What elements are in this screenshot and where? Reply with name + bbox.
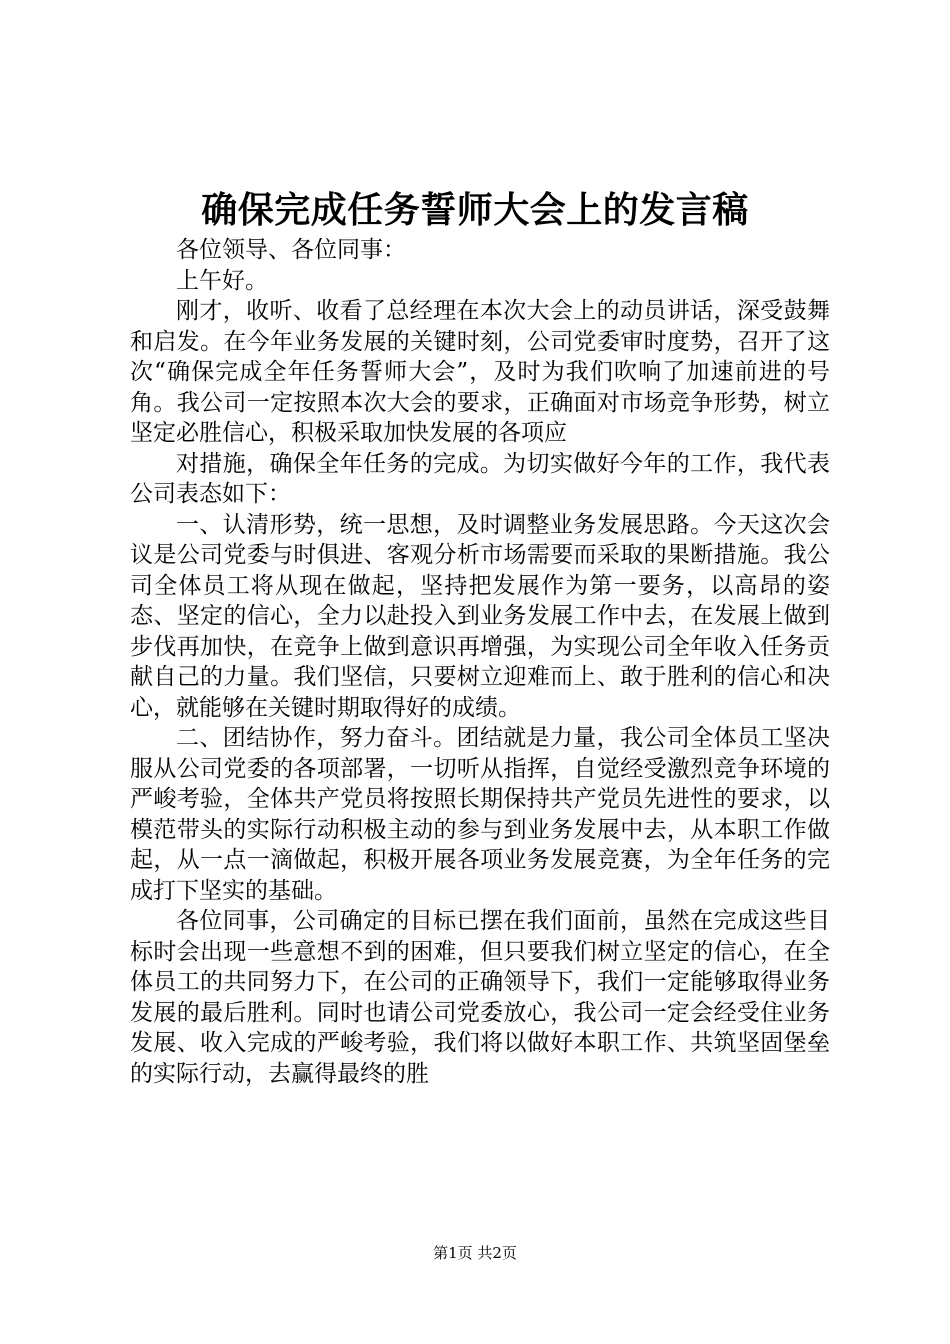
salutation-paragraph: 上午好。 <box>176 267 268 294</box>
body-paragraph: 刚才，收听、收看了总经理在本次大会上的动员讲话，深受鼓舞和启发。在今年业务发展的关键时刻，公司党委审时度势，召开了这次“确保完成全年任务誓师大会”，及时为我们吹响了加速前进的号角。我公司一定按照本次大会的要求，正确面对市场竞争形势，树立坚定必胜信心，积极采取加快发展的各项应 <box>130 298 830 446</box>
body-paragraph: 各位同事，公司确定的目标已摆在我们面前，虽然在完成这些目标时会出现一些意想不到的困难，但只要我们树立坚定的信心，在全体员工的共同努力下，在公司的正确领导下，我们一定能够取得业务发展的最后胜利。同时也请公司党委放心，我公司一定会经受住业务发展、收入完成的严峻考验，我们将以做好本职工作、共筑坚固堡垒的实际行动，去赢得最终的胜 <box>130 908 830 1087</box>
greeting-paragraph: 各位领导、各位同事： <box>176 237 406 263</box>
document-title: 确保完成任务誓师大会上的发言稿 <box>201 189 749 231</box>
document-body <box>130 235 830 1089</box>
body-paragraph: 对措施，确保全年任务的完成。为切实做好今年的工作，我代表公司表态如下： <box>130 450 830 507</box>
body-paragraph: 一、认清形势，统一思想，及时调整业务发展思路。今天这次会议是公司党委与时俱进、客观分析市场需要而采取的果断措施。我公司全体员工将从现在做起，坚持把发展作为第一要务，以高昂的姿态、坚定的信心，全力以赴投入到业务发展工作中去，在发展上做到步伐再加快，在竞争上做到意识再增强，为实现公司全年收入任务贡献自己的力量。我们坚信，只要树立迎难而上、敢于胜利的信心和决心，就能够在关键时期取得好的成绩。 <box>130 511 830 721</box>
body-paragraph: 二、团结协作，努力奋斗。团结就是力量，我公司全体员工坚决服从公司党委的各项部署，一切听从指挥，自觉经受激烈竞争环境的严峻考验，全体共产党员将按照长期保持共产党员先进性的要求，以模范带头的实际行动积极主动的参与到业务发展中去，从本职工作做起，从一点一滴做起，积极开展各项业务发展竞赛，为全年任务的完成打下坚实的基础。 <box>130 725 830 904</box>
page-number-footer: 第1页 共2页 <box>433 1244 517 1262</box>
